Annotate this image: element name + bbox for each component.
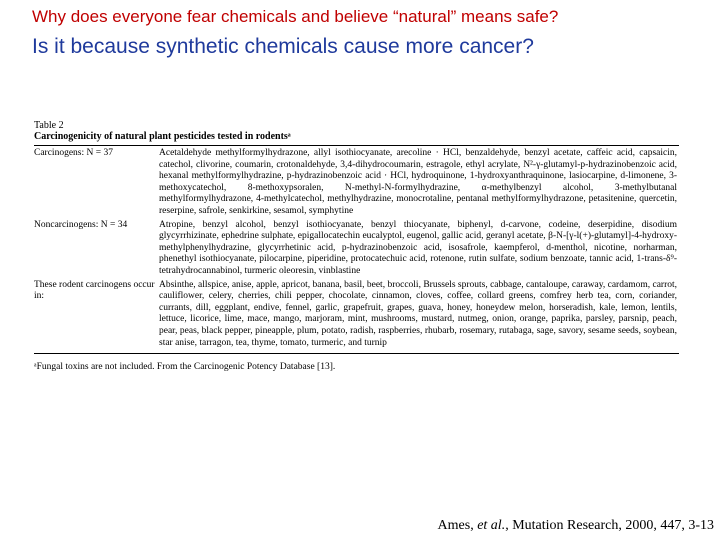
row-label: Noncarcinogens: N = 34 bbox=[34, 219, 128, 230]
table-row-noncarcinogens bbox=[34, 218, 679, 278]
table-caption: Carcinogenicity of natural plant pesticides tested in rodentsᵃ bbox=[34, 131, 291, 142]
row-label: These rodent carcinogens occur in: bbox=[34, 279, 155, 302]
table-row-carcinogens bbox=[34, 146, 679, 218]
row-label: Carcinogens: N = 37 bbox=[34, 148, 113, 158]
table-bottom-rule bbox=[34, 353, 679, 354]
citation-authors: Ames, bbox=[437, 518, 478, 533]
citation-etal: et al. bbox=[477, 518, 506, 533]
slide-subtitle: Is it because synthetic chemicals cause more cancer? bbox=[32, 35, 534, 58]
row-text: Absinthe, allspice, anise, apple, apricot, banana, basil, beet, broccoli, Brussels sprouts, cabbage, cantaloupe, caraway, cardamom, carrot, cauliflower, celery, cherries, chili pepper, chocolate, cinnamon, cloves, coffee, collard greens, comfrey herb tea, corn, coriander, currants, dill, eggplant, endive, fennel, garlic, grapefruit, grapes, guava, honey, honeydew melon, horseradish, kale, lemon, lentils, lettuce, licorice, lime, mace, mango, marjoram, mint, mushrooms, mustard, nutmeg, onion, orange, paprika, parsley, parsnip, peach, pear, peas, black pepper, pineapple, plum, potato, radish, raspberries, rhubarb, rosemary, rutabaga, sage, savory, sesame seeds, soybean, star anise, tarragon, tea, thyme, tomato, turmeric, and turnip bbox=[159, 279, 677, 348]
slide-title: Why does everyone fear chemicals and believe “natural” means safe? bbox=[32, 7, 559, 26]
table-image bbox=[34, 120, 679, 374]
table-row-occurrence bbox=[34, 278, 679, 350]
row-text: Acetaldehyde methylformylhydrazone, allyl isothiocyanate, arecoline · HCl, benzaldehyde, benzyl acetate, caffeic acid, capsaicin, catechol, clivorine, coumarin, crotonaldehyde, 3,4-dihydrocoumarin, estragole, ethyl acrylate, N²-γ-glutamyl-p-hydrazinobenzoic acid, hexanal methylformylhydrazine, p-hydrazinobenzoic acid · HCl, hydroquinone, 1-hydroxyanthraquinone, lasiocarpine, d-limonene, 3-methoxycatechol, 8-methoxypsoralen, N-methyl-N-formylhydrazine, α-methylbenzyl alcohol, 3-methylbutanal methylformylhydrazone, 4-methylcatechol, methylhydrazine, monocrotaline, pentanal methylformylhydrazone, petasitenine, quercetin, reserpine, safrole, senkirkine, sesamol, symphytine bbox=[159, 148, 677, 216]
citation bbox=[438, 518, 714, 534]
citation-source: , Mutation Research, 2000, 447, 3-13 bbox=[505, 518, 714, 533]
table-footnote: ᵃFungal toxins are not included. From the Carcinogenic Potency Database [13]. bbox=[34, 362, 336, 373]
row-text: Atropine, benzyl alcohol, benzyl isothiocyanate, benzyl thiocyanate, biphenyl, d-carvone, codeine, deserpidine, disodium glycyrrhizinate, ephedrine sulphate, epigallocatechin eucalyptol, eugenol, gallic acid, geranyl acetate, β-N-[γ-l(+)-glutamyl]-4-hydroxy-methylphenylhydrazine, glycyrrhetinic acid, p-hydrazinobenzoic acid, isosafrole, kaempferol, d-menthol, nicotine, norharman, phenethyl isothiocyanate, pilocarpine, piperidine, protocatechuic acid, rotenone, rutin sulfate, sodium benzoate, tannic acid, 1-trans-δ⁹-tetrahydrocannabinol, turmeric oleoresin, vinblastine bbox=[159, 219, 677, 276]
table-label: Table 2 bbox=[34, 120, 64, 131]
